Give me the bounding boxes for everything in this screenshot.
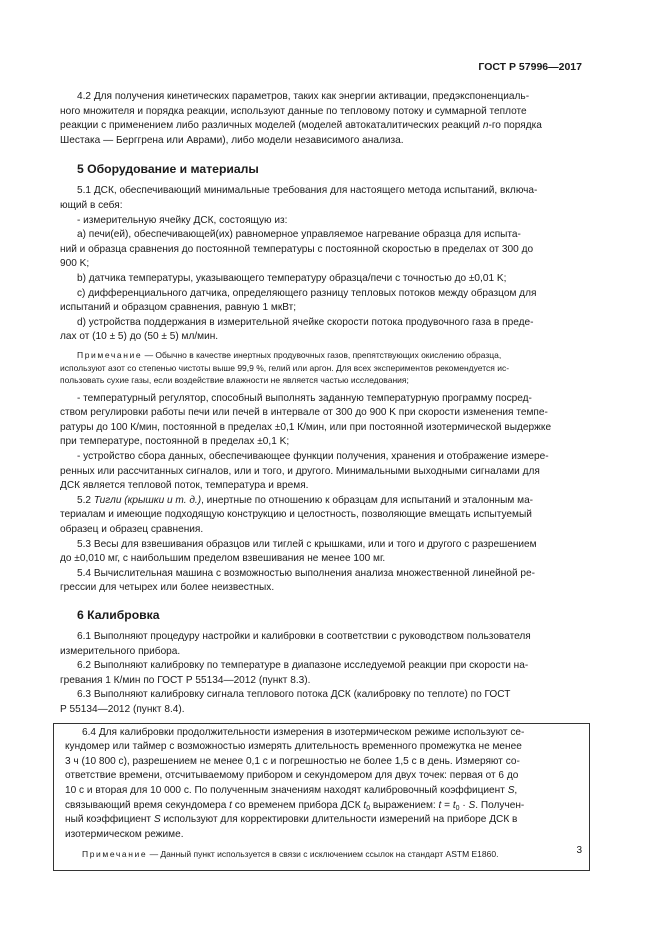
list-item-c-line2: испытаний и образцом сравнения, равную 1 мкВт;: [60, 302, 297, 314]
paragraph-6-2-line1: 6.2 Выполняют калибровку по температуре в диапазоне исследуемой реакции при скорости на-: [77, 660, 529, 672]
paragraph-5-1-line2: ющий в себя:: [60, 199, 123, 211]
paragraph-4-2-line2: ного множителя и порядка реакции, используют данные по тепловому потоку и суммарной теплоте: [60, 105, 527, 117]
note-label: Примечание: [77, 349, 143, 360]
paragraph-6-1-line2: измерительного прибора.: [60, 645, 181, 657]
paragraph-4-2-line3: реакции с применением либо различных моделей (моделей автокаталитических реакций n-го порядка: [60, 120, 542, 132]
temperature-regulator-line2: ством регулировки работы печи или печей в интервале от 300 до 900 K при скорости изменения темпе-: [60, 407, 548, 419]
list-item-a-line3: 900 K;: [60, 258, 90, 270]
list-item-b: b) датчика температуры, указывающего температуру образца/печи с точностью до ±0,01 K;: [77, 272, 507, 284]
paragraph-6-4-line5: 10 с и вторая для 10 000 с. По полученным значениям находят калибровочный коэффициент S,: [65, 784, 518, 796]
paragraph-5-3-line2: до ±0,010 мг, с наибольшим пределом взвешивания не менее 100 мг.: [60, 553, 386, 565]
section-6-heading: 6 Калибровка: [77, 608, 160, 622]
paragraph-5-3-line1: 5.3 Весы для взвешивания образцов или тиглей с крышками, или и того и другого с разрешением: [77, 538, 537, 550]
paragraph-6-2-line2: гревания 1 К/мин по ГОСТ Р 55134—2012 (пункт 8.3).: [60, 674, 311, 686]
paragraph-5-2-line3: образец и образец сравнения.: [60, 524, 204, 536]
paragraph-5-4-line2: грессии для четырех или более неизвестных.: [60, 582, 275, 594]
list-item-c-line1: c) дифференциального датчика, определяющего разницу тепловых потоков между образцом для: [77, 287, 537, 299]
paragraph-4-2-line1: 4.2 Для получения кинетических параметров, таких как энергии активации, предэкспоненциаль-: [77, 91, 530, 102]
paragraph-5-2-line1: 5.2 Тигли (крышки и т. д.), инертные по отношению к образцам для испытаний и эталонным ма-: [77, 494, 534, 506]
paragraph-6-4-line1: 6.4 Для калибровки продолжительности измерения в изотермическом режиме используют се-: [82, 726, 525, 738]
list-item-d-line1: d) устройства поддержания в измерительной ячейке скорости потока продувочного газа в преде-: [77, 316, 534, 328]
note-5-1: Примечание — Обычно в качестве инертных продувочных газов, препятствующих окислению образца, используют азот со степенью чистоты выше 99,9 %, гелий или аргон. Для всех экспериментов рекомендуется ис- пользовать сухие газы, если воздействие влажности не является частью исследования;: [60, 349, 510, 386]
paragraph-6-4-line2: кундомер или таймер с возможностью измерять длительность временного промежутка не менее: [65, 741, 522, 753]
paragraph-5-1-line1: 5.1 ДСК, обеспечивающий минимальные требования для настоящего метода испытаний, включа-: [77, 185, 538, 197]
paragraph-4-2-line4: Шестака — Берггрена или Аврами), либо модели независимого анализа.: [60, 134, 404, 146]
temperature-regulator-line4: при температуре, постоянной в пределах ±0,1 K;: [60, 436, 290, 448]
note-6-4: Примечание — Данный пункт используется в связи с исключением ссылок на стандарт ASTM E1860.: [82, 849, 499, 860]
paragraph-6-1-line1: 6.1 Выполняют процедуру настройки и калибровки в соответствии с руководством пользователя: [77, 631, 531, 642]
paragraph-6-3-line1: 6.3 Выполняют калибровку сигнала теплового потока ДСК (калибровку по теплоте) по ГОСТ: [77, 689, 511, 701]
list-item-d-line2: лах от (10 ± 5) до (50 ± 5) мл/мин.: [60, 331, 219, 343]
paragraph-6-4-line8: изотермическом режиме.: [65, 828, 184, 840]
paragraph-6-4-line4: ответствие времени, отсчитываемому прибором и секундомером для двух точек: первая от 6 до: [65, 770, 519, 782]
temperature-regulator-line1: - температурный регулятор, способный выполнять заданную температурную программу посред-: [77, 392, 532, 404]
data-acquisition-line3: ДСК является тепловой поток, температура и время.: [60, 480, 309, 492]
page-number: 3: [576, 845, 582, 856]
paragraph-6-4-line3: 3 ч (10 800 с), разрешением не менее 0,1 с и погрешностью не более 1,5 с в день. Измеряют со-: [65, 755, 520, 767]
paragraph-6-4-line7: ный коэффициент S используют для корректировки длительности измерений на приборе ДСК в: [65, 814, 518, 826]
paragraph-6-3-line2: Р 55134—2012 (пункт 8.4).: [60, 703, 185, 715]
paragraph-6-4-line6: связывающий время секундомера t со временем прибора ДСК $t_0$ выражением: $t = t_0 \cdot S$. Получен-: [65, 799, 525, 812]
list-item-a-line1: a) печи(ей), обеспечивающей(их) равномерное управляемое нагревание образца для испыта-: [77, 229, 521, 241]
data-acquisition-line2: ренных или рассчитанных сигналов, или и того, и другого. Минимальными выходными сигналами для: [60, 465, 540, 477]
note-label: Примечание: [82, 849, 148, 860]
boxed-paragraph-6-4: [53, 723, 590, 871]
list-item-a-line2: ний и образца сравнения до постоянной температуры с постоянной скоростью в пределах от 300 до: [60, 243, 534, 255]
section-5-heading: 5 Оборудование и материалы: [77, 162, 259, 177]
page-content: [60, 90, 581, 871]
paragraph-5-2-line2: териалам и имеющие подходящую конструкцию и целостность, позволяющие вмещать испытуемый: [60, 509, 532, 521]
temperature-regulator-line3: ратуры до 100 К/мин, постоянной в пределах ±0,1 К/мин, или при постоянной изотермической выдержке: [60, 421, 552, 433]
data-acquisition-line1: - устройство сбора данных, обеспечивающее функции получения, хранения и отображение измере-: [77, 451, 549, 463]
list-item-cell: - измерительную ячейку ДСК, состоящую из:: [77, 214, 288, 226]
standard-code: ГОСТ Р 57996—2017: [478, 61, 582, 73]
paragraph-5-4-line1: 5.4 Вычислительная машина с возможностью выполнения анализа множественной линейной ре-: [77, 567, 535, 579]
